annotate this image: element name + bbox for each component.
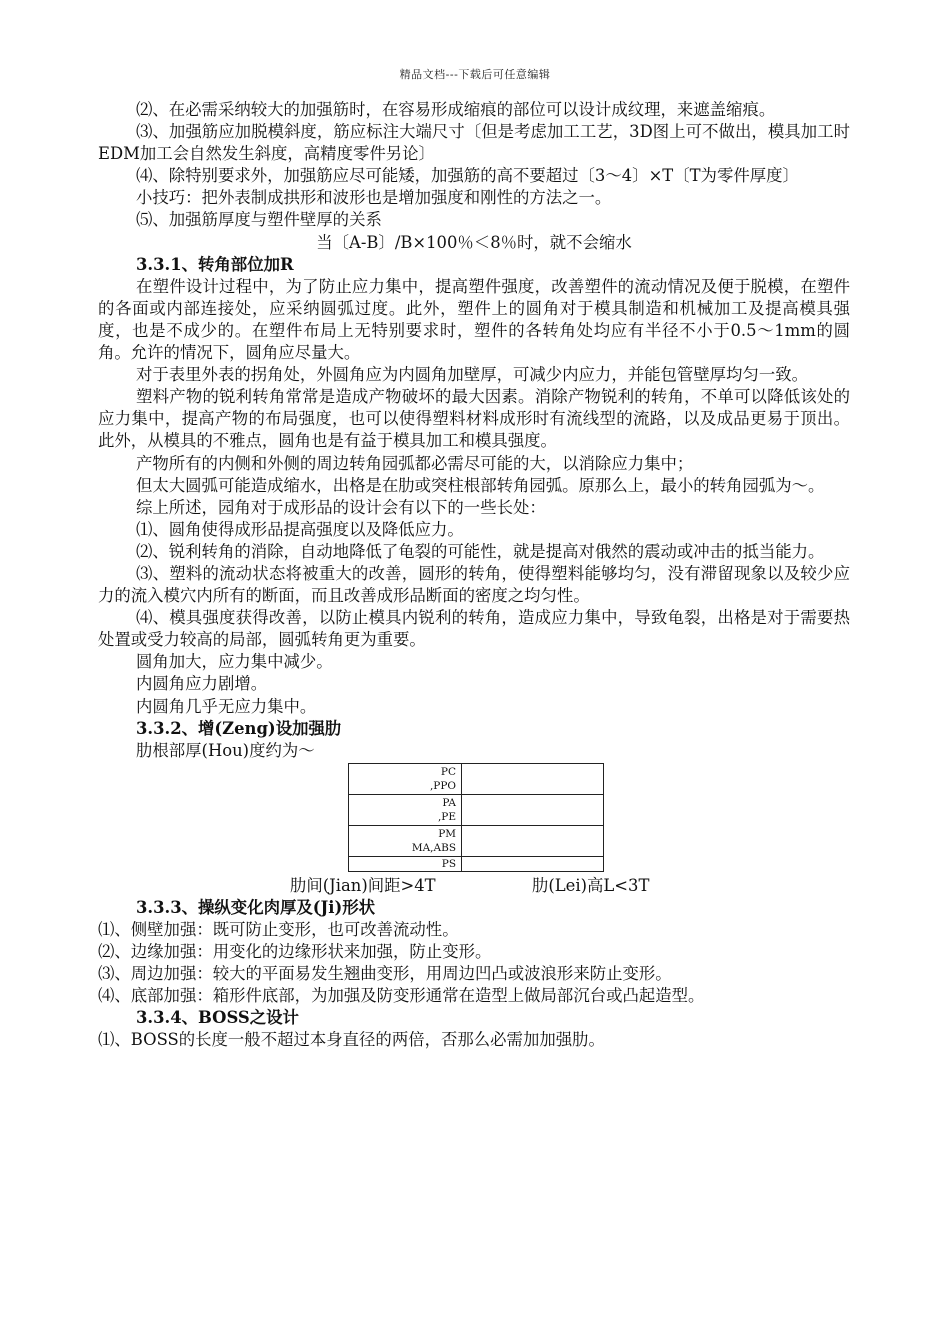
table-row [349, 794, 604, 825]
paragraph: ⑴、圆角使得成形品提高强度以及降低应力。 [136, 519, 464, 539]
paragraph: 内圆角应力剧增。 [136, 674, 268, 694]
paragraph: ⑷、模具强度获得改善，以防止模具内锐利的转角，造成应力集中，导致龟裂，出格是对于需要热处置或受力较高的局部，圆弧转角更为重要。 [98, 608, 850, 650]
list-item: ⑴、BOSS的长度一般不超过本身直径的两倍，否那么必需加加强肋。 [98, 1030, 605, 1050]
paragraph: 综上所述，园角对于成形品的设计会有以下的一些长处： [136, 497, 546, 517]
table-cell-value [462, 763, 604, 794]
paragraph: 小技巧：把外表制成拱形和波形也是增加强度和刚性的方法之一。 [136, 188, 612, 208]
table-row [349, 763, 604, 794]
page-header: 精品文档---下载后可任意编辑 [399, 68, 551, 81]
material-line: PC [440, 765, 457, 778]
material-line: ,PPO [429, 779, 457, 792]
rib-spacing-caption: 肋间(Jian)间距>4T [290, 875, 436, 895]
list-item: ⑷、底部加强：箱形件底部，为加强及防变形通常在造型上做局部沉台或凸起造型。 [98, 986, 705, 1006]
table-row [349, 856, 604, 871]
table-cell-value [462, 794, 604, 825]
paragraph: 在塑件设计过程中，为了防止应力集中，提高塑件强度，改善塑件的流动情况及便于脱模，在塑件的各面或内部连接处，应采纳圆弧过度。此外，塑件上的圆角对于模具制造和机械加工及提高模具强度，也是不成少的。在塑件布局上无特别要求时，塑件的各转角处均应有半径不小于0.5～1mm的圆角。允许的情况下，圆角应尽量大。 [98, 276, 850, 363]
paragraph: ⑶、塑料的流动状态将被重大的改善，圆形的转角，使得塑料能够均匀，没有滞留现象以及较少应力的流入模穴内所有的断面，而且改善成形品断面的密度之均匀性。 [98, 563, 850, 606]
paragraph: 产物所有的内侧和外侧的周边转角园弧都必需尽可能的大，以消除应力集中； [136, 453, 694, 473]
paragraph: 塑料产物的锐利转角常常是造成产物破坏的最大因素。消除产物锐利的转角，不单可以降低该处的应力集中，提高产物的布局强度，也可以使得塑料材料成形时有流线型的流路，以及成品更易于顶出。此外，从模具的不雅点，圆角也是有益于模具加工和模具强度。 [98, 387, 850, 451]
section-heading-332: 3.3.2、增(Zeng)设加强肋 [136, 718, 342, 738]
paragraph: 内圆角几乎无应力集中。 [136, 696, 317, 716]
paragraph: ⑸、加强筋厚度与塑件壁厚的关系 [136, 210, 382, 230]
rib-thickness-text: 肋根部厚(Hou)度约为～ [136, 740, 315, 760]
section-heading-334: 3.3.4、BOSS之设计 [136, 1008, 299, 1028]
table-cell-material [349, 763, 462, 794]
list-item: ⑶、周边加强：较大的平面易发生翘曲变形，用周边凹凸或波浪形来防止变形。 [98, 964, 672, 984]
table-cell-material [349, 825, 462, 856]
paragraph: ⑵、锐利转角的消除，自动地降低了龟裂的可能性，就是提高对俄然的震动或冲击的抵当能力。 [136, 541, 825, 561]
list-item: ⑴、侧壁加强：既可防止变形，也可改善流动性。 [98, 919, 459, 939]
material-line: PA [442, 796, 457, 809]
paragraph: ⑶、加强筋应加脱模斜度，筋应标注大端尺寸〔但是考虑加工工艺，3D图上可不做出，模具加工时EDM加工会自然发生斜度，高精度零件另论〕 [98, 122, 850, 164]
paragraph: ⑵、在必需采纳较大的加强筋时，在容易形成缩痕的部位可以设计成纹理，来遮盖缩痕。 [136, 100, 776, 119]
table-caption [98, 875, 850, 897]
section-heading-331: 3.3.1、转角部位加R [136, 254, 294, 274]
table-cell-value [462, 825, 604, 856]
material-line: PM [438, 827, 457, 840]
table-cell-value [462, 856, 604, 871]
material-line: ,PE [437, 810, 457, 823]
formula-line: 当〔A-B〕/B×100％＜8％时，就不会缩水 [316, 232, 632, 252]
table-cell-material [349, 794, 462, 825]
paragraph: 圆角加大，应力集中减少。 [136, 652, 333, 672]
material-table [348, 763, 604, 872]
paragraph: 但太大圆弧可能造成缩水，出格是在肋或突柱根部转角园弧。原那么上，最小的转角园弧为～。 [136, 475, 825, 495]
rib-height-caption: 肋(Lei)高L<3T [532, 875, 650, 895]
table-row [349, 825, 604, 856]
section-heading-333: 3.3.3、操纵变化肉厚及(Ji)形状 [136, 897, 376, 917]
list-item: ⑵、边缘加强：用变化的边缘形状来加强，防止变形。 [98, 942, 492, 961]
material-line: MA,ABS [411, 841, 457, 854]
document-body [98, 99, 850, 1051]
paragraph: 对于表里外表的拐角处，外圆角应为内圆角加壁厚，可减少内应力，并能包管壁厚均匀一致。 [136, 365, 809, 385]
paragraph: ⑷、除特别要求外，加强筋应尽可能矮，加强筋的高不要超过〔3～4〕×T〔T为零件厚度〕 [136, 166, 799, 186]
table-cell-material: PS [349, 856, 462, 871]
